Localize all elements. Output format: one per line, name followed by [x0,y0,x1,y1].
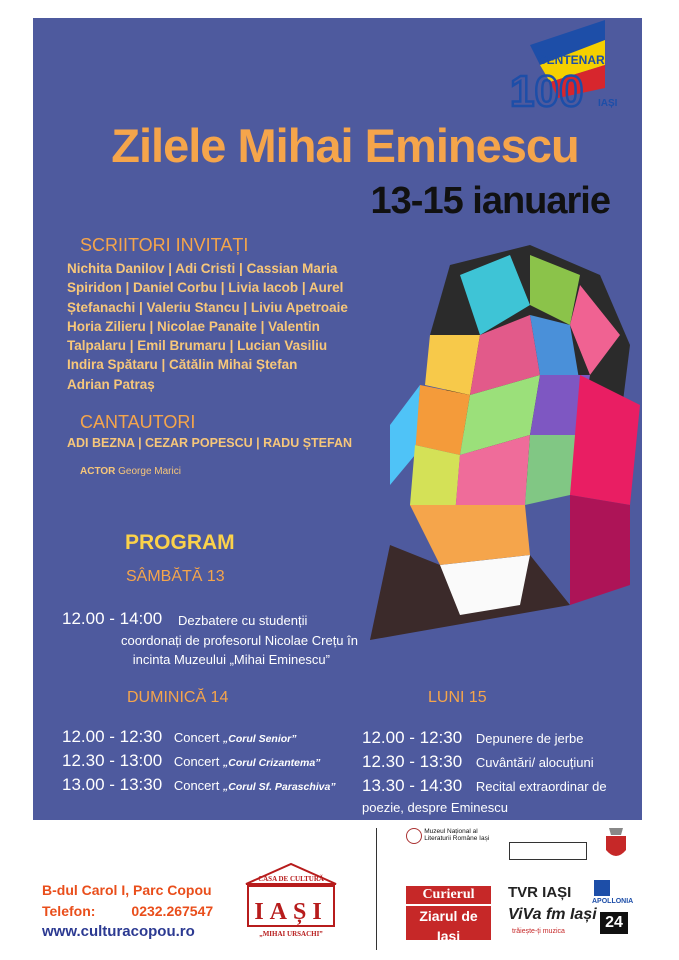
website-link[interactable]: www.culturacopou.ro [42,923,195,940]
monday-label: LUNI 15 [428,689,487,706]
writers-heading: SCRIITORI INVITAȚI [80,235,249,255]
saturday-text-2: coordonați de profesorul Nicolae Crețu în [120,633,358,648]
page-title: Zilele Mihai Eminescu [111,119,579,172]
event-dates: 13-15 ianuarie [370,180,610,222]
sunday-label: DUMINICĂ 14 [127,689,229,706]
writers-line: Horia Zilieru | Nicolae Panaite | Valentin [67,318,320,334]
actor-line [80,466,181,477]
sunday-item [62,775,336,795]
saturday-time: 12.00 - 14:00 [62,609,163,628]
actor-name: George Marici [118,466,181,477]
sunday-choir: „Corul Senior” [222,733,297,745]
curierul-logo: Curierul [406,886,491,904]
saturday-text-3: incinta Muzeului „Mihai Eminescu” [132,652,330,667]
writers-list [67,259,367,394]
writers-line: Talpalaru | Emil Brumaru | Lucian Vasiliu [67,338,328,354]
sunday-prefix: Concert [173,778,220,793]
writers-line: Spiridon | Daniel Corbu | Livia Iacob | Aurel [67,280,344,296]
muzeu-name: Muzeul Național al Literaturii Române Iași [424,828,490,842]
footer-divider [376,828,377,950]
sunday-item [62,751,320,771]
sunday-choir: „Corul Sf. Paraschiva” [222,781,336,793]
sunday-time: 12.30 - 13:00 [62,751,163,770]
casa-de-cultura-logo [236,862,346,940]
casa-top: CASA DE CULTURĂ [258,875,324,883]
sunday-item [62,727,297,747]
casa-sub: „MIHAI URSACHI” [259,930,323,938]
program-heading: PROGRAM [125,531,235,554]
ziarul-logo [406,906,491,953]
centenar-number: 100 [510,67,584,110]
phone-label: Telefon: [42,903,96,919]
iasi-crest-icon [603,828,629,862]
ziarul-name: Ziarul de Iași [419,908,478,944]
sunday-time: 13.00 - 13:30 [62,775,163,794]
saturday-label: SÂMBĂTĂ 13 [126,568,225,585]
monday-text: Depunere de jerbe [475,731,584,746]
sunday-choir: „Corul Crizantema” [222,757,321,769]
muzeu-logo [406,828,496,844]
address: B-dul Carol I, Parc Copou [42,882,212,898]
sunday-prefix: Concert [173,754,220,769]
centenar-city: IAȘI [598,98,618,109]
writers-line: Indira Spătaru | Cătălin Mihai Ștefan [67,357,298,373]
partner-badge [509,842,587,860]
saturday-text-1: Dezbatere cu studenții [178,613,308,628]
tvr-logo: TVR IAȘI [508,884,572,901]
monday-time: 12.30 - 13:30 [362,752,463,771]
writers-line: Adrian Patraș [67,376,155,392]
apollonia-logo: APOLLONIA [592,898,634,905]
casa-city: IAȘI [254,899,328,925]
cantautori-names: ADI BEZNA | CEZAR POPESCU | RADU ȘTEFAN [67,436,353,450]
monday-time: 12.00 - 12:30 [362,728,463,747]
writers-line: Ștefanachi | Valeriu Stancu | Liviu Apetroaie [67,299,348,315]
muzeu-icon [406,828,422,844]
contact-block [42,880,213,922]
writers-line: Nichita Danilov | Adi Cristi | Cassian Maria [67,261,338,276]
tv24-logo: 24 [600,912,628,934]
monday-text-2: poezie, despre Eminescu [362,800,508,815]
sunday-prefix: Concert [173,730,220,745]
eminescu-portrait-image [330,225,650,645]
actor-label: ACTOR [80,466,116,477]
phone-number: 0232.267547 [131,903,214,919]
monday-item [362,752,594,772]
cantautori-heading: CANTAUTORI [80,412,196,432]
centenar-logo [510,20,620,110]
monday-item [362,776,607,796]
sunday-time: 12.00 - 12:30 [62,727,163,746]
monday-text: Cuvântări/ alocuțiuni [475,755,594,770]
monday-item [362,728,584,748]
centenar-label: CENTENAR [538,53,605,67]
tv-icon [594,880,610,896]
saturday-item [62,609,162,629]
ziarul-tagline: liderul presei ieșene [417,946,480,953]
monday-time: 13.30 - 14:30 [362,776,463,795]
monday-text: Recital extraordinar de [475,779,607,794]
viva-tagline: trăiește-ți muzica [512,928,565,935]
viva-logo: ViVa fm Iași [508,906,597,923]
